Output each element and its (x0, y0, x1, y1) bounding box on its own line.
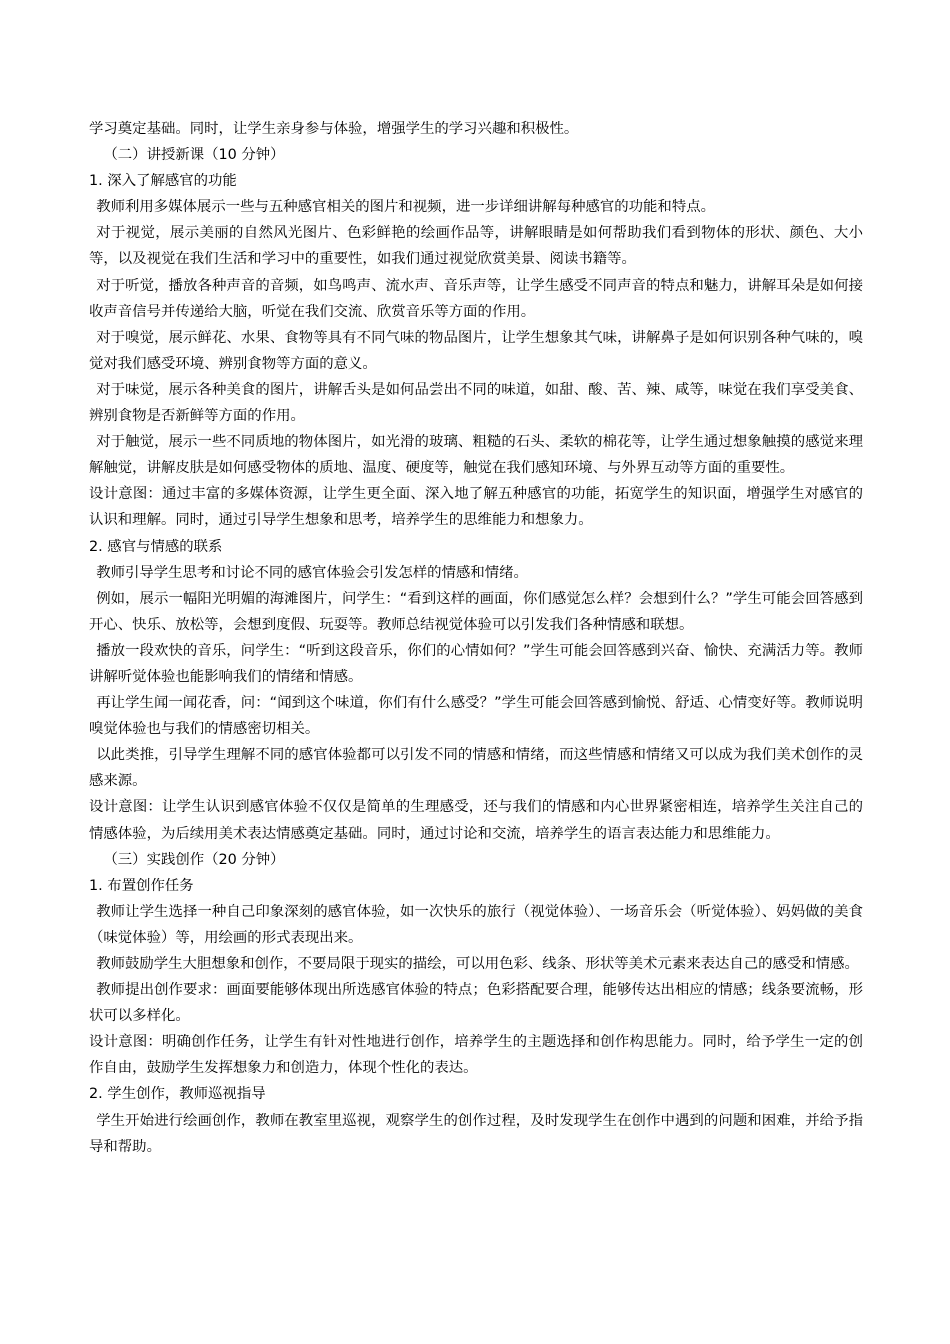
paragraph: （三）实践创作（20 分钟） (103, 851, 285, 868)
paragraph: 教师让学生选择一种自己印象深刻的感官体验，如一次快乐的旅行（视觉体验）、一场音乐会（听觉体验）、妈妈做的美食（味觉体验）等，用绘画的形式表现出来。 (89, 903, 863, 946)
paragraph: 对于视觉，展示美丽的自然风光图片、色彩鲜艳的绘画作品等，讲解眼睛是如何帮助我们看到物体的形状、颜色、大小等，以及视觉在我们生活和学习中的重要性，如我们通过视觉欣赏美景、阅读书籍等。 (89, 225, 863, 268)
paragraph: 对于听觉，播放各种声音的音频，如鸟鸣声、流水声、音乐声等，让学生感受不同声音的特点和魅力，讲解耳朵是如何接收声音信号并传递给大脑，听觉在我们交流、欣赏音乐等方面的作用。 (89, 277, 863, 320)
paragraph: 2. 感官与情感的联系 (89, 538, 223, 555)
paragraph: 例如，展示一幅阳光明媚的海滩图片，问学生：“看到这样的画面，你们感觉怎么样？会想到什么？”学生可能会回答感到开心、快乐、放松等，会想到度假、玩耍等。教师总结视觉体验可以引发我们各种情感和联想。 (89, 590, 863, 633)
paragraph: 教师利用多媒体展示一些与五种感官相关的图片和视频，进一步详细讲解每种感官的功能和特点。 (96, 199, 715, 216)
paragraph: 教师提出创作要求：画面要能够体现出所选感官体验的特点；色彩搭配要合理，能够传达出相应的情感；线条要流畅，形状可以多样化。 (89, 982, 863, 1025)
paragraph: 再让学生闻一闻花香，问：“闻到这个味道，你们有什么感受？”学生可能会回答感到愉悦、舒适、心情变好等。教师说明嗅觉体验也与我们的情感密切相关。 (89, 695, 863, 738)
paragraph: 1. 深入了解感官的功能 (89, 173, 237, 190)
paragraph: 对于嗅觉，展示鲜花、水果、食物等具有不同气味的物品图片，让学生想象其气味，讲解鼻子是如何识别各种气味的，嗅觉对我们感受环境、辨别食物等方面的意义。 (89, 329, 863, 372)
paragraph: 设计意图：通过丰富的多媒体资源，让学生更全面、深入地了解五种感官的功能，拓宽学生的知识面，增强学生对感官的认识和理解。同时，通过引导学生想象和思考，培养学生的思维能力和想象力。 (89, 486, 863, 529)
paragraph: 1. 布置创作任务 (89, 877, 194, 894)
paragraph: 对于触觉，展示一些不同质地的物体图片，如光滑的玻璃、粗糙的石头、柔软的棉花等，让学生通过想象触摸的感觉来理解触觉，讲解皮肤是如何感受物体的质地、温度、硬度等，触觉在我们感知环境、与外界互动等方面的重要性。 (89, 434, 863, 477)
document-body (89, 116, 863, 1160)
paragraph: 学生开始进行绘画创作，教师在教室里巡视，观察学生的创作过程，及时发现学生在创作中遇到的问题和困难，并给予指导和帮助。 (89, 1112, 863, 1155)
paragraph: （二）讲授新课（10 分钟） (103, 147, 285, 164)
paragraph: 教师引导学生思考和讨论不同的感官体验会引发怎样的情感和情绪。 (96, 564, 528, 581)
paragraph: 设计意图：让学生认识到感官体验不仅仅是简单的生理感受，还与我们的情感和内心世界紧密相连，培养学生关注自己的情感体验，为后续用美术表达情感奠定基础。同时，通过讨论和交流，培养学生的语言表达能力和思维能力。 (89, 799, 863, 842)
paragraph: 以此类推，引导学生理解不同的感官体验都可以引发不同的情感和情绪，而这些情感和情绪又可以成为我们美术创作的灵感来源。 (89, 747, 863, 790)
paragraph: 对于味觉，展示各种美食的图片，讲解舌头是如何品尝出不同的味道，如甜、酸、苦、辣、咸等，味觉在我们享受美食、辨别食物是否新鲜等方面的作用。 (89, 381, 863, 425)
paragraph: 2. 学生创作，教师巡视指导 (89, 1086, 266, 1103)
paragraph: 教师鼓励学生大胆想象和创作，不要局限于现实的描绘，可以用色彩、线条、形状等美术元素来表达自己的感受和情感。 (96, 956, 859, 972)
paragraph: 播放一段欢快的音乐，问学生：“听到这段音乐，你们的心情如何？”学生可能会回答感到兴奋、愉快、充满活力等。教师讲解听觉体验也能影响我们的情绪和情感。 (89, 642, 863, 685)
paragraph: 学习奠定基础。同时，让学生亲身参与体验，增强学生的学习兴趣和积极性。 (89, 121, 579, 137)
paragraph: 设计意图：明确创作任务，让学生有针对性地进行创作，培养学生的主题选择和创作构思能力。同时，给予学生一定的创作自由，鼓励学生发挥想象力和创造力，体现个性化的表达。 (89, 1034, 863, 1077)
